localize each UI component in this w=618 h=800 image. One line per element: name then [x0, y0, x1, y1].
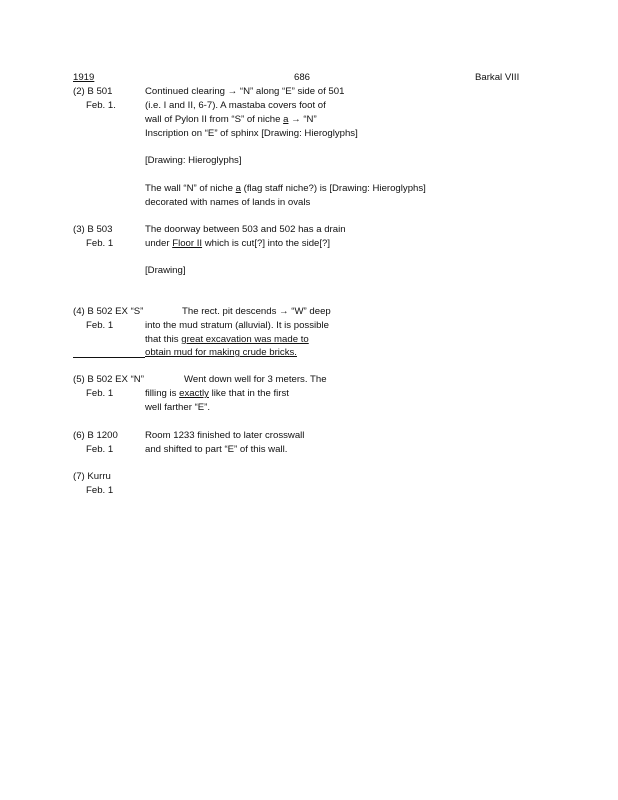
entry-line: [Drawing]	[145, 265, 186, 276]
entry-line: The wall “N” of niche a (flag staff niche?) is [Drawing: Hieroglyphs]	[145, 183, 426, 194]
entry-date: Feb. 1	[86, 388, 114, 399]
entry-date: Feb. 1	[86, 444, 114, 455]
entry-line: into the mud stratum (alluvial). It is possible	[145, 320, 329, 331]
volume-label: Barkal VIII	[475, 72, 520, 83]
entry-line: wall of Pylon II from “S” of niche a → “N”	[145, 114, 317, 125]
underline-rule	[73, 357, 145, 358]
entry-site: (5) B 502 EX “N”	[73, 374, 144, 385]
entry-date: Feb. 1	[86, 238, 114, 249]
entry-line: obtain mud for making crude bricks.	[145, 347, 297, 358]
entry-site: (3) B 503	[73, 224, 113, 235]
entry-line: filling is exactly like that in the first	[145, 388, 289, 399]
entry-line: [Drawing: Hieroglyphs]	[145, 155, 242, 166]
page-number: 686	[294, 72, 311, 83]
entry-line: well farther “E”.	[145, 402, 211, 413]
entry-line: Room 1233 finished to later crosswall	[145, 430, 305, 441]
entry-date: Feb. 1	[86, 320, 114, 331]
entry-line: The doorway between 503 and 502 has a drain	[145, 224, 346, 235]
entry-line: that this great excavation was made to	[145, 334, 309, 345]
entry-line: The rect. pit descends → “W” deep	[182, 306, 331, 317]
entry-line: Went down well for 3 meters. The	[184, 374, 327, 385]
entry-line: (i.e. I and II, 6-7). A mastaba covers foot of	[145, 100, 326, 111]
entry-site: (4) B 502 EX “S”	[73, 306, 144, 317]
entry-site: (2) B 501	[73, 86, 113, 97]
entry-line: decorated with names of lands in ovals	[145, 197, 311, 208]
entry-line: Continued clearing → “N” along “E” side of 501	[145, 86, 345, 97]
entry-site: (7) Kurru	[73, 471, 111, 482]
entry-line: Inscription on “E” of sphinx [Drawing: Hieroglyphs]	[145, 128, 358, 139]
entry-line: and shifted to part “E” of this wall.	[145, 444, 288, 455]
entry-date: Feb. 1	[86, 485, 114, 496]
header-year: 1919	[73, 72, 95, 83]
entry-line: under Floor II which is cut[?] into the side[?]	[145, 238, 331, 249]
entry-site: (6) B 1200	[73, 430, 118, 441]
entry-date: Feb. 1.	[86, 100, 116, 111]
